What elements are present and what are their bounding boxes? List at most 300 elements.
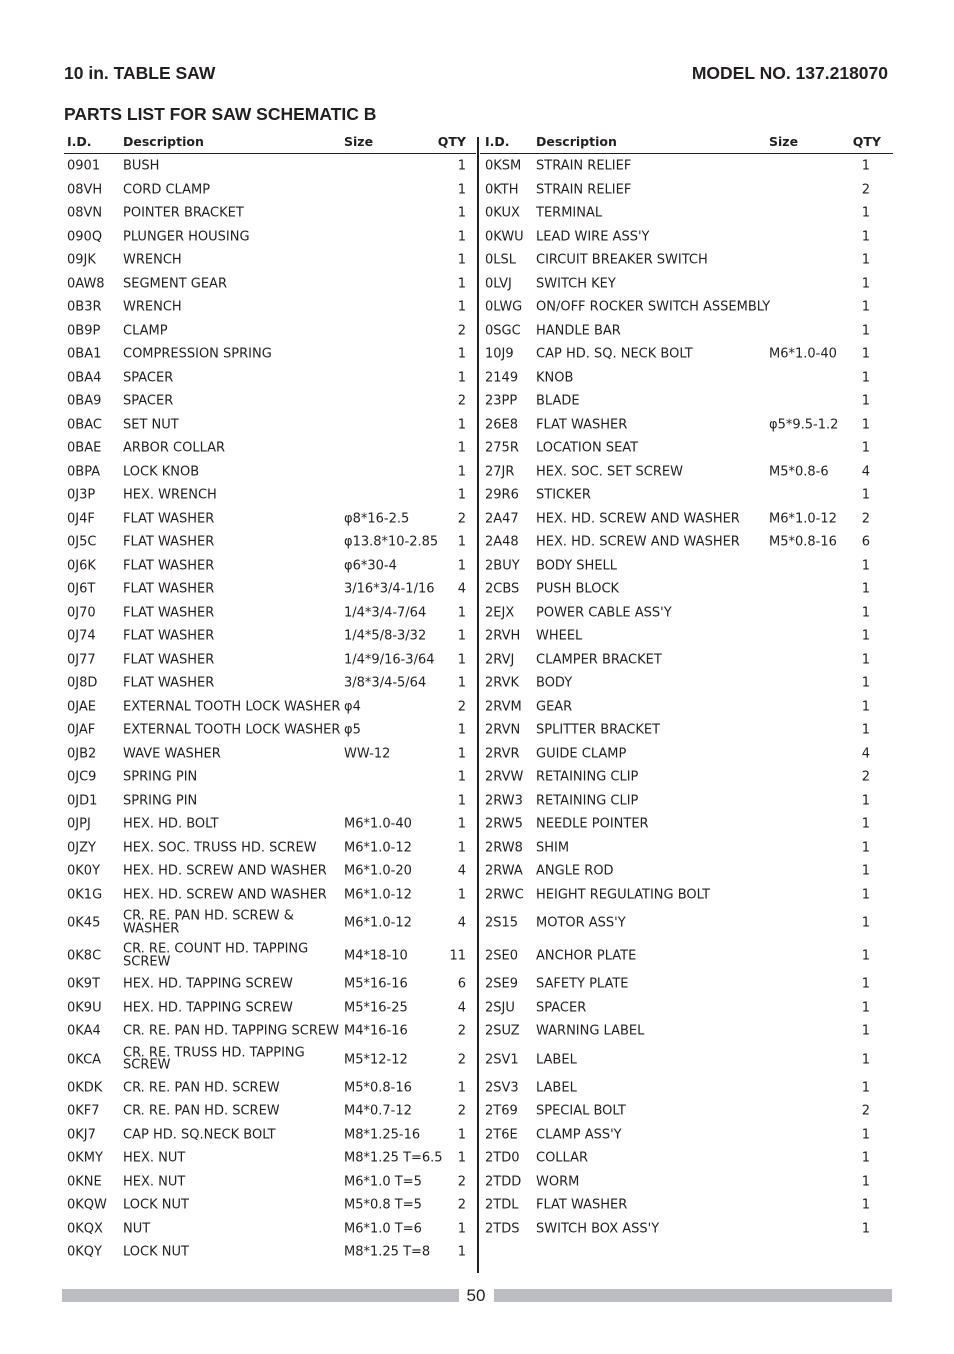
part-id: 2RVN xyxy=(485,722,521,738)
part-id: 0JAE xyxy=(67,699,96,715)
table-row xyxy=(64,225,476,249)
part-qty: 1 xyxy=(861,229,870,245)
part-id: 2RVR xyxy=(485,746,520,762)
table-row xyxy=(64,1123,476,1147)
table-row xyxy=(480,507,893,531)
table-row xyxy=(480,1100,893,1124)
part-id: 0KNE xyxy=(67,1174,102,1190)
part-id: 0KMY xyxy=(67,1150,103,1166)
part-size: 3/16*3/4-1/16 xyxy=(344,581,435,597)
table-row xyxy=(64,1170,476,1194)
part-qty: 2 xyxy=(457,1103,466,1119)
part-qty: 1 xyxy=(861,1197,870,1213)
part-id: 2T6E xyxy=(485,1127,518,1143)
part-id: 0KQX xyxy=(67,1221,103,1237)
table-row xyxy=(64,202,476,226)
part-id: 2149 xyxy=(485,370,519,386)
part-description: FLAT WASHER xyxy=(123,605,215,621)
part-description: HEX. HD. SCREW AND WASHER xyxy=(123,887,327,903)
table-row xyxy=(64,672,476,696)
part-description: HEX. HD. TAPPING SCREW xyxy=(123,976,293,992)
part-description: HEIGHT REGULATING BOLT xyxy=(536,887,711,903)
part-description: CR. RE. PAN HD. SCREW xyxy=(123,1103,280,1119)
part-description: COLLAR xyxy=(536,1150,589,1166)
part-qty: 1 xyxy=(861,722,870,738)
part-qty: 1 xyxy=(861,840,870,856)
part-description: POINTER BRACKET xyxy=(123,205,244,221)
part-qty: 1 xyxy=(457,370,466,386)
part-description: HEX. HD. BOLT xyxy=(123,816,219,832)
part-size: M6*1.0-20 xyxy=(344,863,412,879)
table-row xyxy=(480,1217,893,1241)
part-qty: 2 xyxy=(457,511,466,527)
part-id: 0KA4 xyxy=(67,1023,101,1039)
table-row xyxy=(480,742,893,766)
table-row xyxy=(64,907,476,940)
part-description: KNOB xyxy=(536,370,574,386)
part-qty: 1 xyxy=(861,370,870,386)
part-size: 1/4*3/4-7/64 xyxy=(344,605,427,621)
part-description: LOCATION SEAT xyxy=(536,440,639,456)
part-description: WRENCH xyxy=(123,252,182,268)
part-qty: 2 xyxy=(861,769,870,785)
part-qty: 1 xyxy=(457,1127,466,1143)
part-description: HEX. SOC. SET SCREW xyxy=(536,464,683,480)
part-qty: 1 xyxy=(457,299,466,315)
part-description: BLADE xyxy=(536,393,580,409)
part-size: M6*1.0-40 xyxy=(344,816,412,832)
part-id: 2S15 xyxy=(485,915,519,931)
part-id: 2SE0 xyxy=(485,948,519,964)
part-size: M6*1.0 T=6 xyxy=(344,1221,422,1237)
part-id: 2RVK xyxy=(485,675,520,691)
part-size: M8*1.25 T=6.5 xyxy=(344,1150,443,1166)
part-description: CR. RE. PAN HD. TAPPING SCREW xyxy=(123,1023,339,1039)
part-description: SWITCH BOX ASS'Y xyxy=(536,1221,660,1237)
part-qty: 1 xyxy=(457,887,466,903)
table-row xyxy=(480,1147,893,1171)
part-description: NEEDLE POINTER xyxy=(536,816,649,832)
part-id: 2A48 xyxy=(485,534,519,550)
part-qty: 1 xyxy=(861,628,870,644)
model-number: MODEL NO. 137.218070 xyxy=(691,63,888,83)
part-qty: 1 xyxy=(457,464,466,480)
part-qty: 4 xyxy=(457,915,466,931)
part-qty: 1 xyxy=(861,887,870,903)
part-id: 0BAC xyxy=(67,417,102,433)
part-qty: 1 xyxy=(861,816,870,832)
table-row xyxy=(480,272,893,296)
part-id: 27JR xyxy=(485,464,515,480)
part-id: 0JC9 xyxy=(67,769,97,785)
part-id: 26E8 xyxy=(485,417,519,433)
part-qty: 2 xyxy=(457,1052,466,1067)
table-row xyxy=(480,460,893,484)
part-description: SHIM xyxy=(536,840,570,856)
part-qty: 1 xyxy=(861,652,870,668)
table-row xyxy=(480,1020,893,1044)
part-qty: 2 xyxy=(861,1103,870,1119)
part-size: φ6*30-4 xyxy=(344,558,397,574)
part-id: 2SV1 xyxy=(485,1052,519,1067)
part-qty: 1 xyxy=(861,1052,870,1067)
part-id: 0J6T xyxy=(67,581,96,597)
part-qty: 1 xyxy=(457,276,466,292)
part-description: BODY SHELL xyxy=(536,558,618,574)
header-id: I.D. xyxy=(67,134,92,149)
table-header xyxy=(64,130,476,154)
section-title: PARTS LIST FOR SAW SCHEMATIC B xyxy=(64,104,377,124)
part-qty: 1 xyxy=(861,558,870,574)
part-id: 0BA1 xyxy=(67,346,102,362)
part-qty: 4 xyxy=(457,863,466,879)
part-size: M5*0.8-6 xyxy=(769,464,829,480)
table-row xyxy=(64,1147,476,1171)
table-row xyxy=(64,413,476,437)
part-id: 0K45 xyxy=(67,915,101,931)
part-qty: 1 xyxy=(861,581,870,597)
part-description: RETAINING CLIP xyxy=(536,769,639,785)
table-row xyxy=(64,1020,476,1044)
table-row xyxy=(480,1194,893,1218)
part-qty: 11 xyxy=(449,948,466,964)
part-description: LABEL xyxy=(536,1080,577,1096)
part-qty: 1 xyxy=(457,346,466,362)
part-description: SPACER xyxy=(536,1000,587,1016)
part-qty: 1 xyxy=(457,558,466,574)
part-id: 0KDK xyxy=(67,1080,103,1096)
part-size: M6*1.0 T=5 xyxy=(344,1174,422,1190)
part-qty: 1 xyxy=(861,276,870,292)
part-description: WHEEL xyxy=(536,628,583,644)
parts-table-right xyxy=(480,130,893,1241)
table-row xyxy=(64,860,476,884)
part-description: SPRING PIN xyxy=(123,769,198,785)
part-size: M5*12-12 xyxy=(344,1052,408,1067)
table-row xyxy=(64,507,476,531)
page-number: 50 xyxy=(466,1286,486,1305)
part-description: FLAT WASHER xyxy=(536,417,628,433)
part-qty: 2 xyxy=(457,1174,466,1190)
part-qty: 1 xyxy=(861,1174,870,1190)
part-id: 0KCA xyxy=(67,1052,102,1067)
table-row xyxy=(480,249,893,273)
part-description: CLAMP xyxy=(123,323,168,339)
table-row xyxy=(480,1076,893,1100)
table-row xyxy=(64,742,476,766)
part-id: 29R6 xyxy=(485,487,519,503)
part-id: 0SGC xyxy=(485,323,521,339)
part-id: 0J3P xyxy=(67,487,96,503)
table-row xyxy=(64,1241,476,1265)
part-description: WORM xyxy=(536,1174,580,1190)
part-description: ANCHOR PLATE xyxy=(536,948,637,964)
part-id: 0J6K xyxy=(67,558,96,574)
part-size: M6*1.0-12 xyxy=(344,915,412,931)
part-description: RETAINING CLIP xyxy=(536,793,639,809)
part-qty: 1 xyxy=(457,252,466,268)
part-qty: 1 xyxy=(861,699,870,715)
table-row xyxy=(64,554,476,578)
header-description: Description xyxy=(123,134,204,149)
footer-bar-left xyxy=(62,1289,459,1302)
part-description: HANDLE BAR xyxy=(536,323,621,339)
part-id: 0901 xyxy=(67,158,101,174)
part-id: 0K0Y xyxy=(67,863,101,879)
part-description: CR. RE. COUNT HD. TAPPING SCREW xyxy=(123,941,309,969)
part-id: 0JD1 xyxy=(67,793,98,809)
table-row xyxy=(64,531,476,555)
part-id: 0JZY xyxy=(67,840,96,856)
parts-rows-right xyxy=(480,154,893,1241)
part-qty: 2 xyxy=(861,511,870,527)
part-id: 0KTH xyxy=(485,182,519,198)
part-qty: 1 xyxy=(861,205,870,221)
part-id: 0J77 xyxy=(67,652,96,668)
part-description: TERMINAL xyxy=(536,205,603,221)
table-row xyxy=(64,1043,476,1076)
part-size: 1/4*5/8-3/32 xyxy=(344,628,427,644)
part-size: M8*1.25-16 xyxy=(344,1127,421,1143)
part-description: EXTERNAL TOOTH LOCK WASHER xyxy=(123,699,341,715)
part-id: 0KQW xyxy=(67,1197,107,1213)
part-id: 2EJX xyxy=(485,605,515,621)
part-size: M6*1.0-12 xyxy=(769,511,837,527)
part-id: 0BAE xyxy=(67,440,102,456)
part-id: 2RVM xyxy=(485,699,522,715)
part-id: 0J8D xyxy=(67,675,98,691)
part-description: FLAT WASHER xyxy=(123,628,215,644)
part-qty: 2 xyxy=(457,393,466,409)
column-divider xyxy=(477,137,479,1273)
part-qty: 1 xyxy=(457,1080,466,1096)
part-qty: 1 xyxy=(457,205,466,221)
part-description: CR. RE. PAN HD. SCREW & WASHER xyxy=(123,908,294,936)
part-qty: 1 xyxy=(457,229,466,245)
part-size: 3/8*3/4-5/64 xyxy=(344,675,427,691)
document-title: 10 in. TABLE SAW xyxy=(64,63,216,83)
part-description: FLAT WASHER xyxy=(123,652,215,668)
table-row xyxy=(480,578,893,602)
part-id: 2TD0 xyxy=(485,1150,520,1166)
part-size: M6*1.0-12 xyxy=(344,887,412,903)
part-id: 2BUY xyxy=(485,558,520,574)
part-description: SEGMENT GEAR xyxy=(123,276,227,292)
part-qty: 1 xyxy=(457,793,466,809)
part-id: 0JAF xyxy=(67,722,96,738)
part-qty: 1 xyxy=(457,1244,466,1260)
part-id: 2CBS xyxy=(485,581,520,597)
part-qty: 1 xyxy=(457,746,466,762)
part-id: 2RVJ xyxy=(485,652,515,668)
table-row xyxy=(64,1076,476,1100)
table-row xyxy=(64,460,476,484)
part-description: HEX. HD. SCREW AND WASHER xyxy=(123,863,327,879)
part-description: ANGLE ROD xyxy=(536,863,614,879)
part-id: 2RVW xyxy=(485,769,524,785)
part-qty: 1 xyxy=(457,652,466,668)
part-id: 09JK xyxy=(67,252,96,268)
part-size: M4*18-10 xyxy=(344,948,408,964)
part-qty: 1 xyxy=(861,863,870,879)
part-description: ARBOR COLLAR xyxy=(123,440,226,456)
table-row xyxy=(64,836,476,860)
header-qty: QTY xyxy=(852,134,881,149)
part-qty: 1 xyxy=(457,605,466,621)
part-id: 2SJU xyxy=(485,1000,515,1016)
part-id: 0KF7 xyxy=(67,1103,100,1119)
part-id: 0JPJ xyxy=(67,816,91,832)
table-row xyxy=(480,860,893,884)
table-row xyxy=(64,390,476,414)
table-row xyxy=(480,155,893,179)
part-size: M4*16-16 xyxy=(344,1023,408,1039)
part-description: WARNING LABEL xyxy=(536,1023,645,1039)
table-row xyxy=(480,1170,893,1194)
table-row xyxy=(480,940,893,973)
part-description: CIRCUIT BREAKER SWITCH xyxy=(536,252,708,268)
part-id: 0K9U xyxy=(67,1000,102,1016)
part-qty: 1 xyxy=(861,1221,870,1237)
header-id: I.D. xyxy=(485,134,510,149)
table-row xyxy=(480,531,893,555)
part-description: GUIDE CLAMP xyxy=(536,746,627,762)
part-qty: 1 xyxy=(457,440,466,456)
part-description: CORD CLAMP xyxy=(123,182,211,198)
table-row xyxy=(480,996,893,1020)
part-id: 0BA4 xyxy=(67,370,102,386)
part-id: 2SUZ xyxy=(485,1023,520,1039)
part-id: 0LVJ xyxy=(485,276,512,292)
part-qty: 1 xyxy=(861,252,870,268)
table-row xyxy=(64,319,476,343)
table-row xyxy=(64,178,476,202)
table-row xyxy=(480,883,893,907)
part-id: 0J70 xyxy=(67,605,96,621)
part-size: M5*0.8-16 xyxy=(769,534,837,550)
table-row xyxy=(64,578,476,602)
part-id: 2RWA xyxy=(485,863,523,879)
table-row xyxy=(64,601,476,625)
table-row xyxy=(480,202,893,226)
part-size: φ4 xyxy=(344,699,361,715)
part-qty: 1 xyxy=(861,440,870,456)
part-qty: 4 xyxy=(861,464,870,480)
part-qty: 1 xyxy=(861,1150,870,1166)
part-description: CR. RE. PAN HD. SCREW xyxy=(123,1080,280,1096)
part-description: HEX. WRENCH xyxy=(123,487,217,503)
part-size: φ8*16-2.5 xyxy=(344,511,410,527)
part-id: 0K1G xyxy=(67,887,103,903)
table-row xyxy=(64,973,476,997)
part-description: LOCK NUT xyxy=(123,1197,189,1213)
part-size: M5*0.8-16 xyxy=(344,1080,412,1096)
table-row xyxy=(480,695,893,719)
part-id: 2TDD xyxy=(485,1174,522,1190)
part-description: FLAT WASHER xyxy=(123,534,215,550)
part-size: φ5*9.5-1.2 xyxy=(769,417,839,433)
part-qty: 6 xyxy=(457,976,466,992)
table-row xyxy=(64,789,476,813)
footer-bar-right xyxy=(494,1289,892,1302)
part-id: 0AW8 xyxy=(67,276,105,292)
part-qty: 2 xyxy=(861,182,870,198)
part-description: BUSH xyxy=(123,158,160,174)
table-row xyxy=(480,789,893,813)
table-row xyxy=(480,554,893,578)
table-row xyxy=(480,366,893,390)
part-qty: 1 xyxy=(861,605,870,621)
part-size: M5*0.8 T=5 xyxy=(344,1197,422,1213)
part-description: HEX. HD. TAPPING SCREW xyxy=(123,1000,293,1016)
part-description: COMPRESSION SPRING xyxy=(123,346,272,362)
part-qty: 1 xyxy=(861,393,870,409)
part-description: LOCK KNOB xyxy=(123,464,200,480)
part-description: FLAT WASHER xyxy=(123,675,215,691)
part-qty: 1 xyxy=(861,675,870,691)
table-row xyxy=(64,695,476,719)
part-qty: 1 xyxy=(457,487,466,503)
table-row xyxy=(64,766,476,790)
part-id: 08VH xyxy=(67,182,103,198)
part-id: 2RW3 xyxy=(485,793,523,809)
header-qty: QTY xyxy=(437,134,466,149)
part-qty: 2 xyxy=(457,699,466,715)
part-id: 2TDS xyxy=(485,1221,520,1237)
part-qty: 1 xyxy=(457,1150,466,1166)
part-qty: 1 xyxy=(861,1023,870,1039)
table-row xyxy=(64,366,476,390)
part-id: 0LWG xyxy=(485,299,523,315)
part-description: HEX. HD. SCREW AND WASHER xyxy=(536,534,740,550)
part-size: M4*0.7-12 xyxy=(344,1103,412,1119)
part-description: CLAMPER BRACKET xyxy=(536,652,662,668)
part-description: SPECIAL BOLT xyxy=(536,1103,626,1119)
part-qty: 4 xyxy=(457,581,466,597)
part-size: WW-12 xyxy=(344,746,391,762)
part-id: 2SV3 xyxy=(485,1080,519,1096)
table-row xyxy=(64,296,476,320)
part-qty: 1 xyxy=(861,1000,870,1016)
part-description: HEX. SOC. TRUSS HD. SCREW xyxy=(123,840,317,856)
table-row xyxy=(480,413,893,437)
part-size: M5*16-16 xyxy=(344,976,408,992)
part-qty: 1 xyxy=(861,158,870,174)
part-description: WAVE WASHER xyxy=(123,746,221,762)
part-description: PLUNGER HOUSING xyxy=(123,229,250,245)
table-row xyxy=(480,601,893,625)
table-row xyxy=(480,766,893,790)
table-row xyxy=(480,343,893,367)
part-description: CR. RE. TRUSS HD. TAPPING SCREW xyxy=(123,1045,305,1073)
table-row xyxy=(480,907,893,940)
table-row xyxy=(480,836,893,860)
table-row xyxy=(480,672,893,696)
part-id: 0KJ7 xyxy=(67,1127,96,1143)
table-row xyxy=(64,648,476,672)
part-description: HEX. NUT xyxy=(123,1174,186,1190)
part-id: 0KUX xyxy=(485,205,520,221)
part-id: 2A47 xyxy=(485,511,519,527)
part-description: LOCK NUT xyxy=(123,1244,189,1260)
part-description: STRAIN RELIEF xyxy=(536,182,632,198)
part-description: GEAR xyxy=(536,699,573,715)
part-id: 0KQY xyxy=(67,1244,102,1260)
part-description: ON/OFF ROCKER SWITCH ASSEMBLY xyxy=(536,299,771,315)
part-description: WRENCH xyxy=(123,299,182,315)
table-row xyxy=(64,883,476,907)
table-row xyxy=(64,996,476,1020)
